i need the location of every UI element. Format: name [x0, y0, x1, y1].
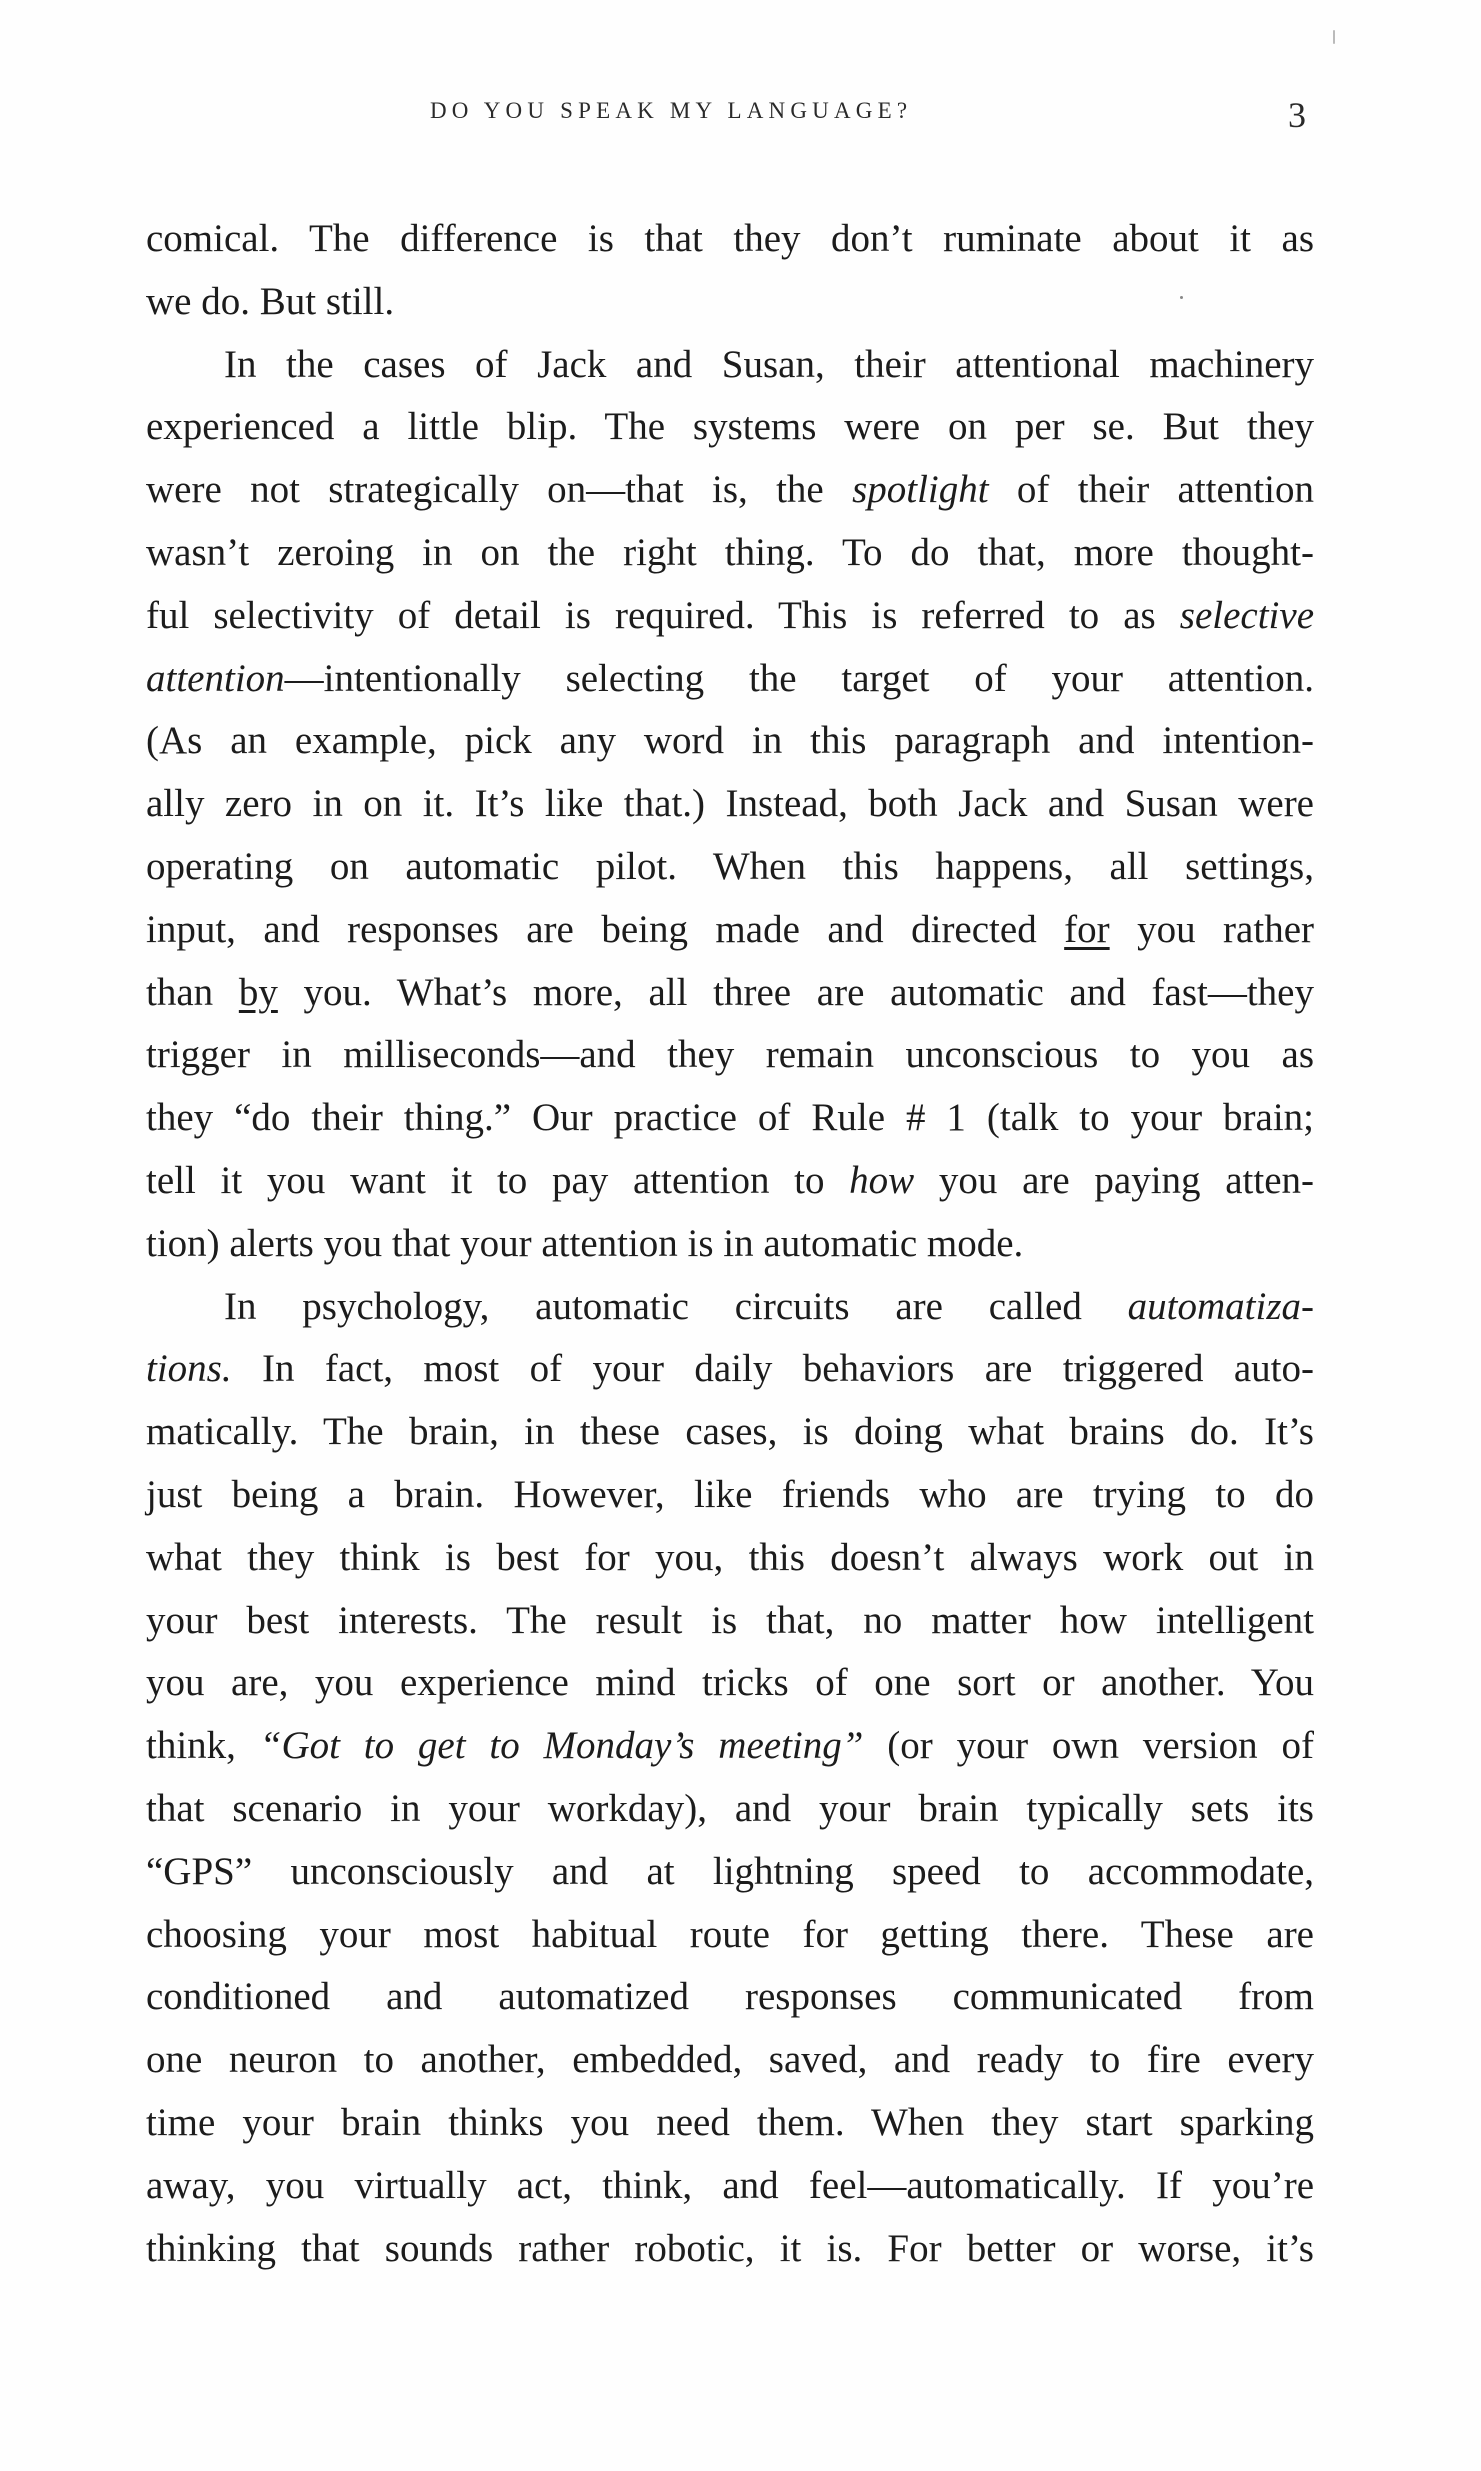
emphasis: how: [849, 1158, 915, 1202]
print-speck: [1180, 296, 1183, 299]
underlined-word: by: [238, 970, 278, 1014]
text-line: input, and responses are being made and directed for you rather: [146, 907, 1314, 951]
text-line: ful selectivity of detail is required. This is referred to as selective: [146, 593, 1314, 637]
text-line: tion) alerts you that your attention is in automatic mode.: [146, 1221, 1024, 1265]
text-line: In the cases of Jack and Susan, their attentional machinery: [224, 342, 1314, 386]
text-line: were not strategically on—that is, the spotlight of their attention: [146, 468, 1314, 512]
text-line: that scenario in your workday), and your brain typically sets its: [146, 1786, 1314, 1830]
text-line: thinking that sounds rather robotic, it is. For better or worse, it’s: [146, 2226, 1314, 2270]
text-line: trigger in milliseconds—and they remain unconscious to you as: [146, 1033, 1314, 1077]
page-number: 3: [1288, 95, 1306, 135]
text-line: In psychology, automatic circuits are called automatiza-: [224, 1284, 1314, 1328]
emphasis: attention: [146, 656, 285, 700]
text-line: tions. In fact, most of your daily behaviors are triggered auto-: [146, 1347, 1314, 1391]
emphasis: spotlight: [852, 468, 989, 512]
text-line: comical. The difference is that they don’t ruminate about it as: [146, 217, 1314, 260]
emphasis: selective: [1179, 593, 1314, 637]
text-line: away, you virtually act, think, and feel—automatically. If you’re: [146, 2163, 1314, 2207]
text-line: matically. The brain, in these cases, is doing what brains do. It’s: [146, 1410, 1314, 1454]
text-line: experienced a little blip. The systems were on per se. But they: [146, 405, 1314, 449]
text-line: choosing your most habitual route for getting there. These are: [146, 1912, 1314, 1956]
text-line: tell it you want it to pay attention to how you are paying atten-: [146, 1158, 1314, 1202]
text-line: operating on automatic pilot. When this happens, all settings,: [146, 844, 1314, 888]
text-line: think, “Got to get to Monday’s meeting” (or your own version of: [146, 1724, 1314, 1768]
text-line: ally zero in on it. It’s like that.) Instead, both Jack and Susan were: [146, 782, 1314, 826]
text-line: (As an example, pick any word in this paragraph and intention-: [146, 719, 1314, 763]
underlined-word: for: [1064, 907, 1110, 951]
text-line: one neuron to another, embedded, saved, and ready to fire every: [146, 2038, 1314, 2082]
text-line: we do. But still.: [146, 279, 395, 323]
text-line: just being a brain. However, like friends who are trying to do: [146, 1472, 1314, 1516]
text-line: your best interests. The result is that, no matter how intelligent: [146, 1598, 1314, 1642]
text-line: “GPS” unconsciously and at lightning speed to accommodate,: [146, 1849, 1314, 1893]
running-head: DO YOU SPEAK MY LANGUAGE?: [430, 98, 913, 123]
text-line: conditioned and automatized responses communicated from: [146, 1975, 1314, 2019]
body-text: [146, 208, 1314, 2280]
emphasis: “Got to get to Monday’s meeting”: [259, 1724, 864, 1768]
text-line: you are, you experience mind tricks of one sort or another. You: [146, 1661, 1314, 1705]
text-line: than by you. What’s more, all three are automatic and fast—they: [146, 970, 1314, 1014]
emphasis: automatiza-: [1127, 1284, 1314, 1328]
text-line: time your brain thinks you need them. When they start sparking: [146, 2100, 1314, 2144]
text-line: they “do their thing.” Our practice of Rule # 1 (talk to your brain;: [146, 1096, 1314, 1140]
text-line: what they think is best for you, this doesn’t always work out in: [146, 1535, 1314, 1579]
emphasis: tions.: [146, 1347, 232, 1391]
text-line: attention—intentionally selecting the target of your attention.: [146, 656, 1314, 700]
print-speck: [1333, 30, 1335, 44]
text-line: wasn’t zeroing in on the right thing. To do that, more thought-: [146, 530, 1314, 574]
